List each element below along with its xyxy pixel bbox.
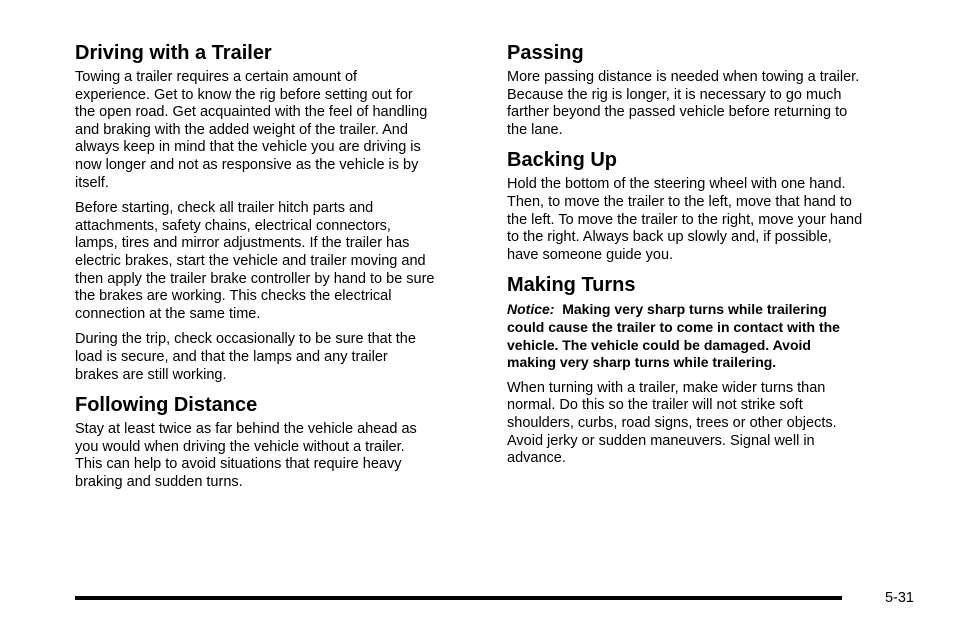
paragraph-following: Stay at least twice as far behind the vehicle ahead as you would when driving the vehicle without a trailer. This can help to avoid situations that require heavy braking and sudden turns. xyxy=(75,421,417,490)
notice-text: Making very sharp turns while trailering could cause the trailer to come in contact with the vehicle. The vehicle could be damaged. Avoid making very sharp turns while trailering. xyxy=(507,301,840,371)
heading-backing-up: Backing Up xyxy=(507,149,618,172)
paragraph-backing: Hold the bottom of the steering wheel with one hand. Then, to move the trailer to the left, move that hand to the left. To move the trailer to the right, move your hand to the right. Always back up slowly and, if possible, have someone guide you. xyxy=(507,176,863,263)
heading-driving-with-a-trailer: Driving with a Trailer xyxy=(75,42,272,64)
section-passing xyxy=(507,40,907,139)
page-number: 5-31 xyxy=(884,590,914,606)
heading-passing: Passing xyxy=(507,42,584,64)
notice-block xyxy=(507,301,907,371)
section-backing-up xyxy=(507,147,907,264)
paragraph-turns: When turning with a trailer, make wider turns than normal. Do this so the trailer will not strike soft shoulders, curbs, road signs, trees or other objects. Avoid jerky or sudden maneuvers. Signal well in advance. xyxy=(507,379,837,467)
paragraph-passing: More passing distance is needed when towing a trailer. Because the rig is longer, it is necessary to go much farther beyond the passed vehicle before returning to the lane. xyxy=(507,69,860,138)
footer-divider xyxy=(75,596,842,600)
heading-making-turns: Making Turns xyxy=(507,274,636,297)
left-column xyxy=(75,40,480,499)
section-making-turns xyxy=(507,272,907,467)
paragraph-driving-3: During the trip, check occasionally to be sure that the load is secure, and that the lamps and any trailer brakes are still working. xyxy=(75,331,416,383)
section-driving-with-a-trailer xyxy=(75,40,480,384)
right-column xyxy=(507,40,907,476)
heading-following-distance: Following Distance xyxy=(75,394,258,417)
section-following-distance xyxy=(75,392,480,491)
notice-label: Notice: xyxy=(507,301,555,318)
paragraph-driving-1: Towing a trailer requires a certain amount of experience. Get to know the rig before setting out for the open road. Get acquainted with the feel of handling and braking with the added weight of the trailer. And always keep in mind that the vehicle you are driving is now longer and not as responsive as the vehicle is by itself. xyxy=(75,69,428,191)
paragraph-driving-2: Before starting, check all trailer hitch parts and attachments, safety chains, electrical connectors, lamps, tires and mirror adjustments. If the trailer has electric brakes, start the vehicle and trailer moving and then apply the trailer brake controller by hand to be sure the brakes are working. This checks the electrical connection at the same time. xyxy=(75,200,435,322)
